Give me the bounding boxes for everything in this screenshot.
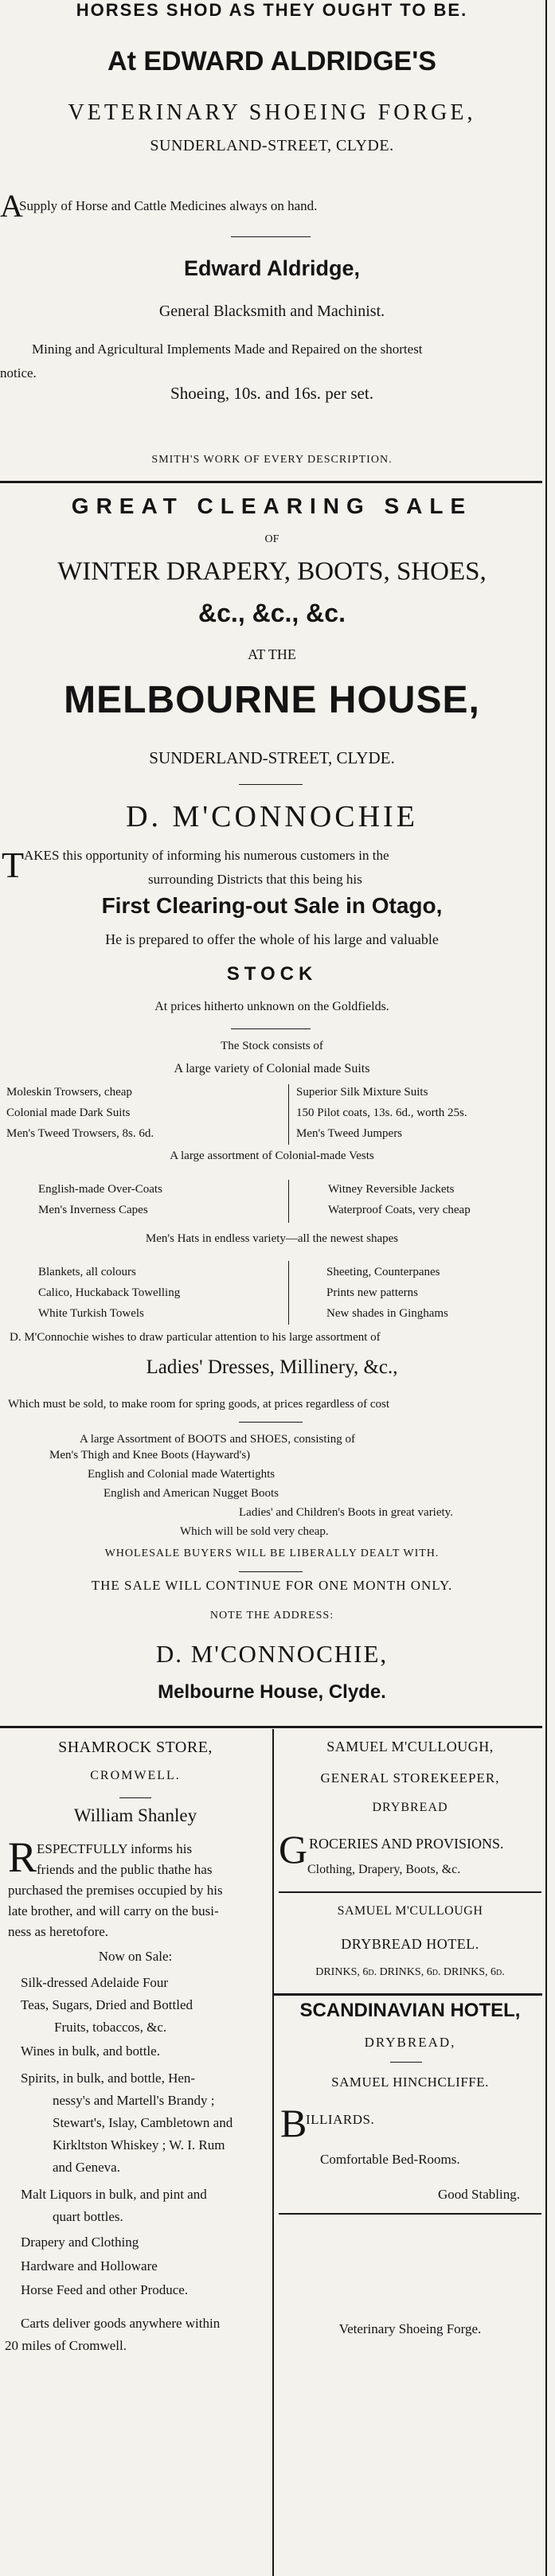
coats-left-1: Men's Inverness Capes bbox=[38, 1204, 148, 1216]
takes-initial: T bbox=[2, 845, 25, 885]
sale-etc: &c., &c., &c. bbox=[198, 599, 346, 627]
shamrock-intro-0: ESPECTFULLY informs his bbox=[37, 1841, 193, 1856]
shamrock-item-12: Hardware and Holloware bbox=[21, 2258, 158, 2274]
melbourne-house-title: MELBOURNE HOUSE, bbox=[64, 679, 480, 721]
shamrock-item-5: nessy's and Martell's Brandy ; bbox=[53, 2093, 215, 2108]
shamrock-item-11: Drapery and Clothing bbox=[21, 2234, 139, 2250]
sale-of: OF bbox=[264, 533, 279, 545]
goods-left-2: White Turkish Towels bbox=[38, 1307, 144, 1320]
aldridge-implements-line2: notice. bbox=[0, 365, 37, 381]
aldridge-smith: SMITH'S WORK OF EVERY DESCRIPTION. bbox=[151, 454, 393, 466]
takes-line1: AKES this opportunity of informing his numerous customers in the bbox=[24, 848, 389, 863]
shamrock-proprietor: William Shanley bbox=[73, 1805, 197, 1825]
mccullough-drinks: DRINKS, 6d. DRINKS, 6d. DRINKS, 6d. bbox=[315, 1966, 505, 1978]
shamrock-item-6: Stewart's, Islay, Cambletown and bbox=[53, 2115, 233, 2130]
boots-line-2: English and Colonial made Watertights bbox=[88, 1468, 276, 1481]
ladies-line: Ladies' Dresses, Millinery, &c., bbox=[146, 1356, 398, 1378]
suits-right-2: Men's Tweed Jumpers bbox=[296, 1127, 403, 1140]
shamrock-item-13: Horse Feed and other Produce. bbox=[21, 2282, 189, 2297]
takes-line2: surrounding Districts that this being his bbox=[148, 872, 362, 887]
scandinavian-bottom-divider bbox=[279, 2213, 541, 2215]
aldridge-address: SUNDERLAND-STREET, CLYDE. bbox=[150, 137, 394, 154]
mccullough-role: GENERAL STOREKEEPER, bbox=[320, 1770, 500, 1786]
melbourne-proprietor: D. M'CONNOCHIE bbox=[126, 800, 418, 833]
boots-line-4: Ladies' and Children's Boots in great variety. bbox=[239, 1506, 453, 1519]
advert-separator-1 bbox=[0, 481, 542, 483]
mccullough-hotel: DRYBREAD HOTEL. bbox=[341, 1936, 479, 1952]
stock-title: STOCK bbox=[226, 963, 318, 985]
coats-left-0: English-made Over-Coats bbox=[38, 1183, 162, 1196]
shamrock-title: SHAMROCK STORE, bbox=[58, 1739, 213, 1756]
scandinavian-divider bbox=[390, 2062, 422, 2063]
scandinavian-town: DRYBREAD, bbox=[364, 2035, 456, 2050]
aldridge-supply-initial: A bbox=[0, 188, 23, 224]
goods-left-0: Blankets, all colours bbox=[38, 1266, 136, 1278]
aldridge-prices: Shoeing, 10s. and 16s. per set. bbox=[170, 384, 373, 403]
coats-column-divider bbox=[288, 1180, 289, 1223]
vests-line: A large assortment of Colonial-made Vests bbox=[170, 1149, 374, 1162]
goods-right-2: New shades in Ginghams bbox=[326, 1307, 448, 1320]
stock-consists: The Stock consists of bbox=[221, 1040, 323, 1052]
aldridge-title: At EDWARD ALDRIDGE'S bbox=[107, 46, 436, 76]
prepared: He is prepared to offer the whole of his large and valuable bbox=[105, 931, 439, 947]
scandinavian-forge: Veterinary Shoeing Forge. bbox=[338, 2321, 482, 2336]
melbourne-address: SUNDERLAND-STREET, CLYDE. bbox=[149, 748, 395, 767]
suits-right-1: 150 Pilot coats, 13s. 6d., worth 25s. bbox=[296, 1107, 467, 1119]
boots-line-0: A large Assortment of BOOTS and SHOES, consisting of bbox=[80, 1433, 355, 1446]
suits-column-divider bbox=[288, 1084, 289, 1145]
aldridge-trade: General Blacksmith and Machinist. bbox=[158, 302, 385, 320]
coats-right-1: Waterproof Coats, very cheap bbox=[328, 1204, 471, 1216]
shamrock-item-0: Silk-dressed Adelaide Four bbox=[21, 1975, 169, 1990]
sale-title: GREAT CLEARING SALE bbox=[71, 494, 473, 518]
mccullough-groceries: ROCERIES AND PROVISIONS. bbox=[309, 1836, 504, 1852]
boots-line-5: Which will be sold very cheap. bbox=[180, 1525, 329, 1538]
shamrock-divider bbox=[119, 1797, 151, 1798]
bottom-column-divider bbox=[272, 1729, 274, 2576]
shamrock-item-16: 20 miles of Cromwell. bbox=[5, 2338, 127, 2353]
suits-left-1: Colonial made Dark Suits bbox=[6, 1107, 131, 1119]
mccullough-clothing: Clothing, Drapery, Boots, &c. bbox=[307, 1863, 461, 1876]
suits-left-2: Men's Tweed Trowsers, 8s. 6d. bbox=[6, 1127, 154, 1140]
melbourne-divider-3 bbox=[239, 1422, 303, 1423]
shamrock-item-9: Malt Liquors in bulk, and pint and bbox=[21, 2187, 207, 2202]
shamrock-item-3: Wines in bulk, and bottle. bbox=[21, 2043, 160, 2059]
advert-separator-2 bbox=[0, 1726, 542, 1728]
variety-suits: A large variety of Colonial made Suits bbox=[174, 1062, 370, 1075]
footer-name: D. M'CONNOCHIE, bbox=[155, 1640, 389, 1668]
shamrock-item-15: Carts deliver goods anywhere within bbox=[21, 2316, 221, 2331]
goods-left-1: Calico, Huckaback Towelling bbox=[38, 1286, 181, 1299]
continue-line: THE SALE WILL CONTINUE FOR ONE MONTH ONLY. bbox=[91, 1578, 453, 1593]
shamrock-item-4: Spirits, in bulk, and bottle, Hen- bbox=[21, 2071, 196, 2086]
scandinavian-stabling: Good Stabling. bbox=[438, 2187, 520, 2202]
hats-line: Men's Hats in endless variety—all the newest shapes bbox=[145, 1232, 399, 1245]
stock-prices: At prices hitherto unknown on the Goldfields. bbox=[154, 1000, 389, 1013]
scandinavian-initial: B bbox=[280, 2101, 307, 2145]
shamrock-intro-4: ness as heretofore. bbox=[8, 1924, 109, 1939]
aldridge-supply: Supply of Horse and Cattle Medicines always on hand. bbox=[19, 198, 318, 213]
scandinavian-rooms: Comfortable Bed-Rooms. bbox=[320, 2152, 460, 2167]
aldridge-divider bbox=[231, 236, 311, 237]
shamrock-now-on-sale: Now on Sale: bbox=[98, 1949, 173, 1964]
shamrock-initial: R bbox=[8, 1833, 37, 1881]
note-address: NOTE THE ADDRESS: bbox=[209, 1610, 334, 1622]
melbourne-divider-2 bbox=[231, 1028, 311, 1029]
scandinavian-billiards: ILLIARDS. bbox=[306, 2112, 375, 2127]
first-sale: First Clearing-out Sale in Otago, bbox=[101, 893, 443, 918]
mccullough-town: DRYBREAD bbox=[372, 1801, 448, 1814]
scandinavian-title: SCANDINAVIAN HOTEL, bbox=[299, 2000, 521, 2021]
shamrock-item-8: and Geneva. bbox=[53, 2160, 120, 2175]
mccullough-divider bbox=[279, 1891, 541, 1893]
sale-winter: WINTER DRAPERY, BOOTS, SHOES, bbox=[57, 557, 487, 586]
attention-line: D. M'Connochie wishes to draw particular attention to his large assortment of bbox=[10, 1331, 381, 1344]
scandinavian-owner: SAMUEL HINCHCLIFFE. bbox=[331, 2074, 489, 2090]
shamrock-intro-1: friends and the public thathe has bbox=[37, 1862, 213, 1877]
shamrock-item-2: Fruits, tobaccos, &c. bbox=[54, 2020, 167, 2035]
melbourne-divider-1 bbox=[239, 784, 303, 785]
suits-left-0: Moleskin Trowsers, cheap bbox=[6, 1086, 132, 1099]
page-right-rule bbox=[545, 0, 547, 2576]
aldridge-headline: HORSES SHOD AS THEY OUGHT TO BE. bbox=[76, 0, 468, 20]
boots-line-3: English and American Nugget Boots bbox=[104, 1487, 279, 1500]
shamrock-town: CROMWELL. bbox=[90, 1769, 181, 1782]
coats-right-0: Witney Reversible Jackets bbox=[328, 1183, 455, 1196]
shamrock-item-10: quart bottles. bbox=[53, 2209, 123, 2224]
shamrock-item-1: Teas, Sugars, Dried and Bottled bbox=[21, 1997, 193, 2012]
shamrock-intro-2: purchased the premises occupied by his bbox=[8, 1883, 223, 1898]
aldridge-forge: VETERINARY SHOEING FORGE, bbox=[68, 100, 476, 125]
mccullough-name: SAMUEL M'CULLOUGH, bbox=[326, 1739, 494, 1754]
aldridge-implements-line1: Mining and Agricultural Implements Made and Repaired on the shortest bbox=[32, 342, 423, 357]
sale-at-the: AT THE bbox=[248, 646, 296, 662]
right-col-separator bbox=[274, 1993, 542, 1996]
mccullough-initial: G bbox=[279, 1827, 308, 1872]
mccullough-hotel-owner: SAMUEL M'CULLOUGH bbox=[337, 1904, 483, 1918]
goods-column-divider bbox=[288, 1261, 289, 1325]
aldridge-name: Edward Aldridge, bbox=[183, 256, 361, 280]
which-line: Which must be sold, to make room for spring goods, at prices regardless of cost bbox=[8, 1398, 390, 1411]
wholesale-line: WHOLESALE BUYERS WILL BE LIBERALLY DEALT WITH. bbox=[104, 1548, 440, 1559]
shamrock-item-7: Kirkltston Whiskey ; W. I. Rum bbox=[53, 2137, 225, 2153]
melbourne-divider-4 bbox=[239, 1571, 303, 1572]
boots-line-1: Men's Thigh and Knee Boots (Hayward's) bbox=[49, 1449, 251, 1462]
shamrock-intro-3: late brother, and will carry on the busi- bbox=[8, 1903, 219, 1918]
footer-house: Melbourne House, Clyde. bbox=[158, 1681, 386, 1703]
suits-right-0: Superior Silk Mixture Suits bbox=[296, 1086, 428, 1099]
goods-right-0: Sheeting, Counterpanes bbox=[326, 1266, 440, 1278]
goods-right-1: Prints new patterns bbox=[326, 1286, 418, 1299]
